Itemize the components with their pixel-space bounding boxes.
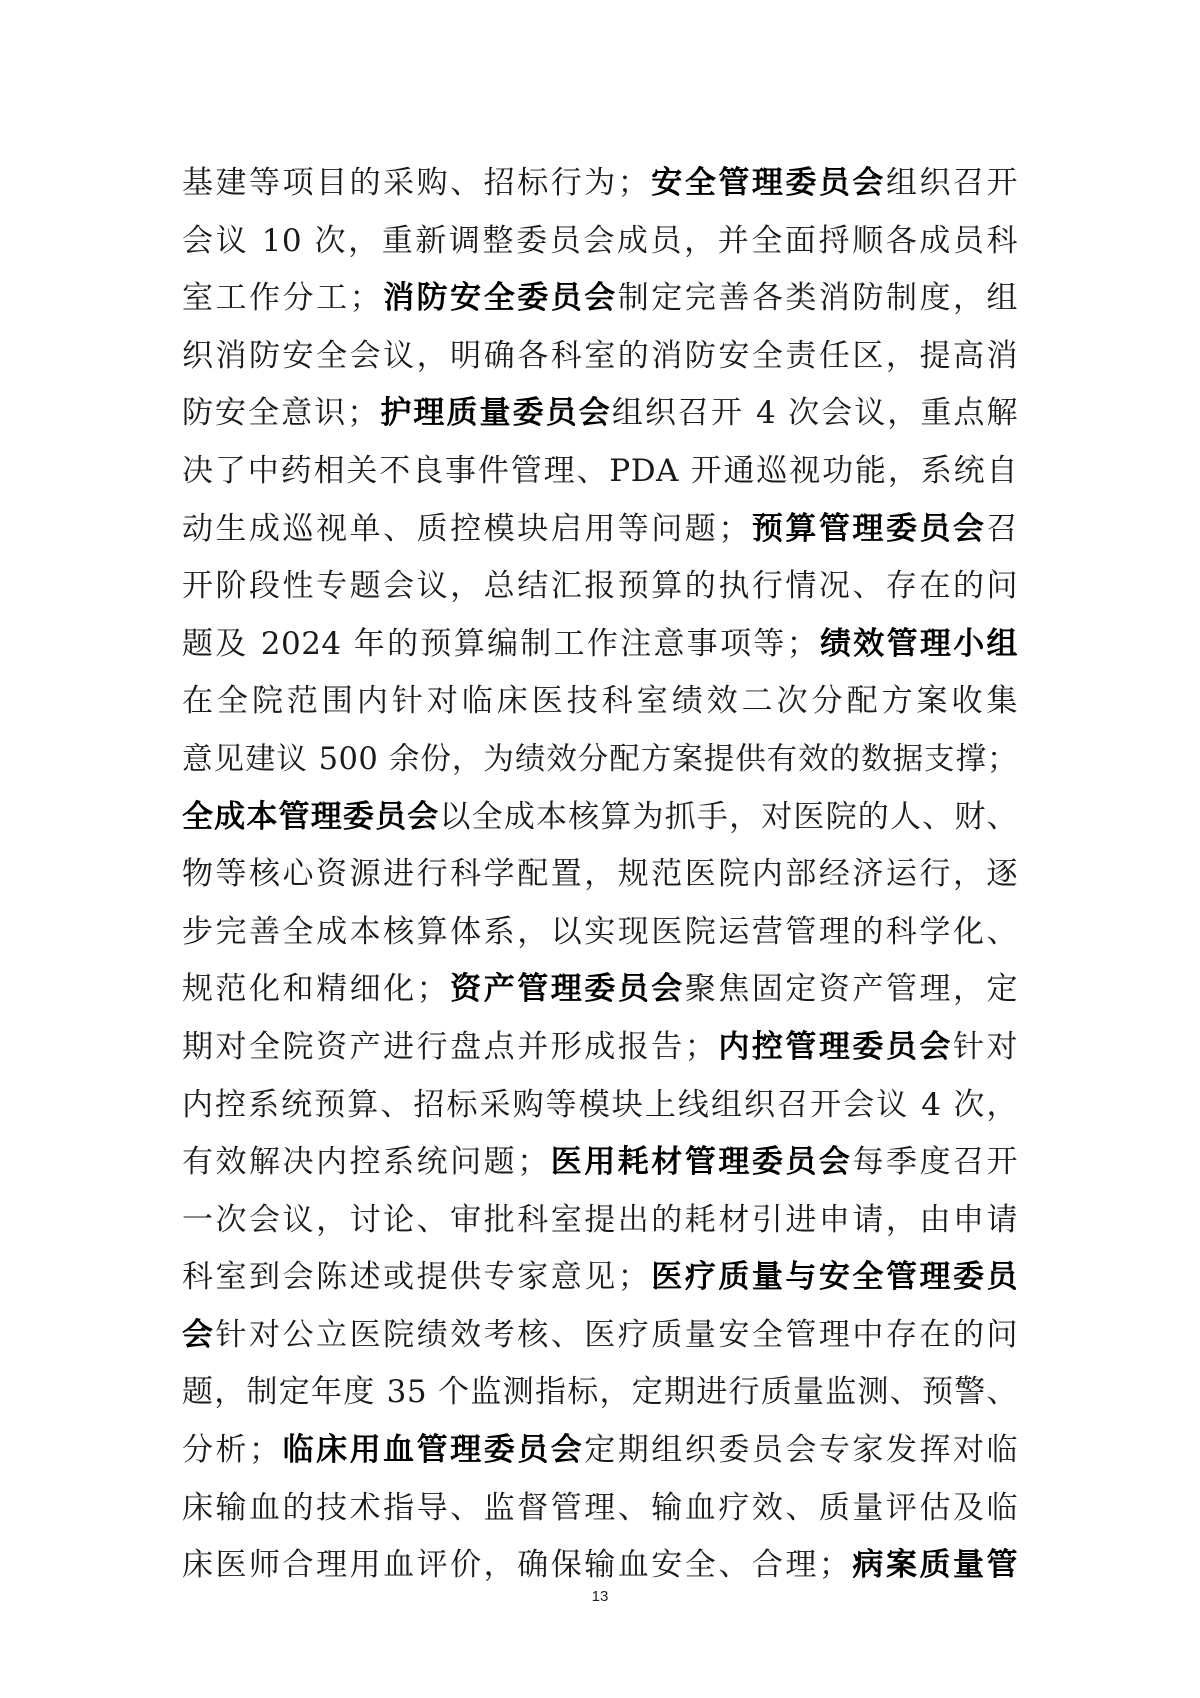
bold-committee-name: 安全管理委员会 (649, 165, 886, 201)
text-segment: 防安全意识； (182, 395, 379, 432)
text-line (182, 789, 1018, 847)
bold-committee-name: 全成本管理委员会 (182, 798, 440, 835)
body-paragraph (182, 155, 1018, 1595)
text-segment: 题，制定年度 35 个监测指标，定期进行质量监测、预警、 (182, 1374, 1018, 1411)
text-segment: 一次会议，讨论、审批科室提出的耗材引进申请，由申请 (182, 1201, 1018, 1238)
bold-committee-name: 医用耗材管理委员会 (548, 1144, 853, 1181)
bold-committee-name: 会 (182, 1316, 216, 1353)
text-segment: 分析； (182, 1432, 281, 1469)
text-line (182, 1364, 1018, 1422)
text-segment: 针对公立医院绩效考核、医疗质量安全管理中存在的问 (215, 1316, 1019, 1353)
text-segment: 针对 (952, 1028, 1019, 1065)
text-segment: 召 (986, 510, 1019, 547)
text-line (182, 731, 1018, 789)
bold-committee-name: 预算管理委员会 (749, 510, 987, 547)
text-line (182, 846, 1018, 904)
text-segment: 规范化和精细化； (182, 971, 449, 1008)
text-line (182, 616, 1018, 674)
text-line (182, 1192, 1018, 1250)
bold-committee-name: 内控管理委员会 (716, 1028, 953, 1065)
text-segment: 制定完善各类消防制度，组 (617, 280, 1019, 317)
text-segment: 开阶段性专题会议，总结汇报预算的执行情况、存在的问 (182, 568, 1018, 605)
text-line (182, 1480, 1018, 1538)
text-segment: 物等核心资源进行科学配置，规范医院内部经济运行，逐 (182, 856, 1018, 893)
text-line (182, 270, 1018, 328)
text-line (182, 1134, 1018, 1192)
text-line (182, 904, 1018, 962)
text-segment: 每季度召开 (852, 1144, 1019, 1181)
text-line (182, 1077, 1018, 1135)
text-line (182, 328, 1018, 386)
bold-committee-name: 资产管理委员会 (448, 971, 685, 1008)
text-line (182, 1249, 1018, 1307)
text-segment: 会议 10 次，重新调整委员会成员，并全面捋顺各成员科 (182, 222, 1018, 259)
text-line (182, 155, 1018, 213)
text-segment: 决了中药相关不良事件管理、PDA 开通巡视功能，系统自 (182, 452, 1018, 489)
text-segment: 床输血的技术指导、监督管理、输血疗效、质量评估及临 (182, 1489, 1018, 1526)
text-segment: 题及 2024 年的预算编制工作注意事项等； (182, 625, 819, 662)
text-line (182, 1537, 1018, 1595)
text-segment: 以全成本核算为抓手，对医院的人、财、 (439, 798, 1019, 835)
bold-committee-name: 临床用血管理委员会 (280, 1432, 585, 1469)
text-segment: 意见建议 500 余份，为绩效分配方案提供有效的数据支撑； (182, 741, 1018, 777)
text-line (182, 961, 1018, 1019)
text-line (182, 213, 1018, 271)
text-segment: 基建等项目的采购、招标行为； (182, 165, 650, 201)
bold-committee-name: 病案质量管 (850, 1547, 1019, 1584)
bold-committee-name: 消防安全委员会 (381, 280, 618, 317)
text-line (182, 501, 1018, 559)
text-line (182, 558, 1018, 616)
text-segment: 定期组织委员会专家发挥对临 (584, 1432, 1019, 1469)
text-segment: 组织召开 4 次会议，重点解 (611, 395, 1018, 432)
text-line (182, 1019, 1018, 1077)
text-segment: 步完善全成本核算体系，以实现医院运营管理的科学化、 (182, 913, 1018, 950)
text-segment: 织消防安全会议，明确各科室的消防安全责任区，提高消 (182, 337, 1018, 374)
text-segment: 期对全院资产进行盘点并形成报告； (182, 1028, 717, 1065)
text-segment: 动生成巡视单、质控模块启用等问题； (182, 510, 750, 547)
text-line (182, 1422, 1018, 1480)
page-number: 13 (591, 1588, 609, 1605)
text-line (182, 385, 1018, 443)
text-segment: 科室到会陈述或提供专家意见； (182, 1259, 650, 1296)
bold-committee-name: 绩效管理小组 (818, 625, 1019, 662)
text-line (182, 673, 1018, 731)
text-segment: 室工作分工； (182, 280, 382, 317)
text-segment: 内控系统预算、招标采购等模块上线组织召开会议 4 次， (182, 1086, 1018, 1123)
bold-committee-name: 护理质量委员会 (378, 395, 612, 432)
text-line (182, 443, 1018, 501)
text-segment: 组织召开 (885, 165, 1019, 201)
text-segment: 聚焦固定资产管理，定 (684, 971, 1019, 1008)
bold-committee-name: 医疗质量与安全管理委员 (649, 1259, 1019, 1296)
text-segment: 在全院范围内针对临床医技科室绩效二次分配方案收集 (182, 683, 1018, 720)
text-line (182, 1307, 1018, 1365)
text-segment: 有效解决内控系统问题； (182, 1144, 549, 1181)
text-segment: 床医师合理用血评价，确保输血安全、合理； (182, 1547, 851, 1584)
